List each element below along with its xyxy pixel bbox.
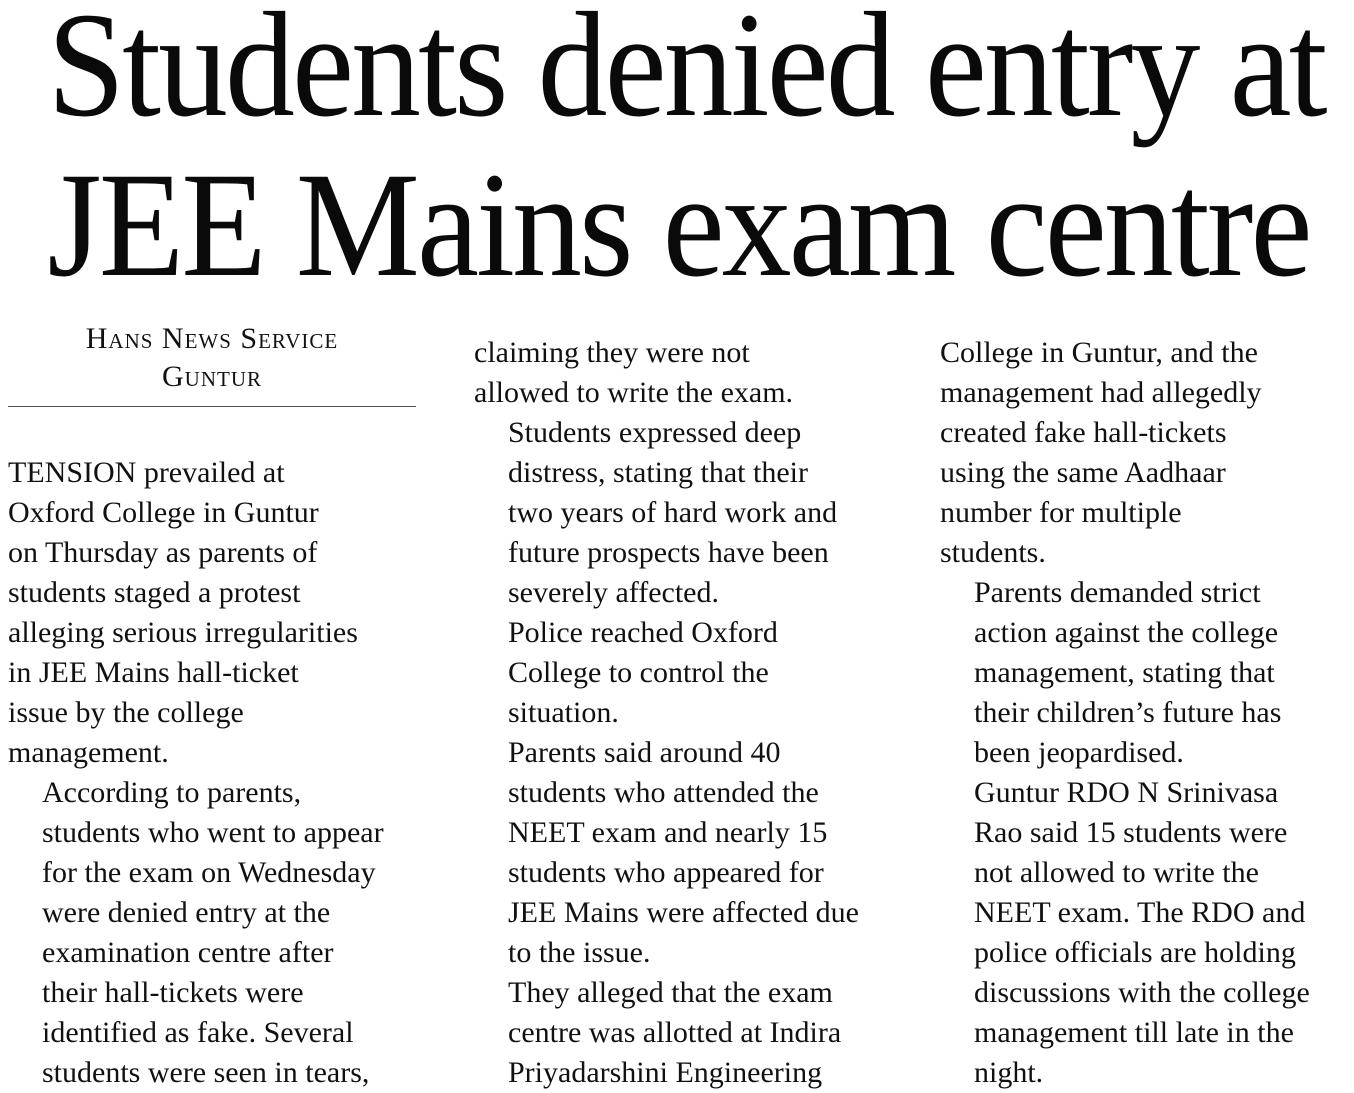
text-line: been jeopardised. (974, 736, 1184, 769)
text-line: students were seen in tears, (42, 1056, 370, 1089)
article-paragraph (940, 573, 1350, 773)
text-line: in JEE Mains hall-ticket (8, 656, 299, 689)
text-line: students who attended the (508, 776, 819, 809)
text-line: not allowed to write the (974, 856, 1259, 889)
text-line: College to control the (508, 656, 769, 689)
text-line: Parents said around 40 (508, 736, 781, 769)
text-line: Parents demanded strict (974, 576, 1261, 609)
article-paragraph (474, 613, 894, 733)
text-line: alleging serious irregularities (8, 616, 358, 649)
text-line: students who appeared for (508, 856, 824, 889)
text-line: future prospects have been (508, 536, 829, 569)
byline-place: Guntur (162, 360, 262, 393)
text-line: claiming they were not (474, 336, 750, 369)
text-line: on Thursday as parents of (8, 536, 318, 569)
byline-agency: Hans News Service (85, 322, 339, 355)
article-paragraph (940, 333, 1350, 573)
byline (8, 320, 416, 396)
text-line: discussions with the college (974, 976, 1310, 1009)
text-line: students who went to appear (42, 816, 384, 849)
headline-line-1: Students denied entry at (47, 0, 1325, 148)
text-line: They alleged that the exam (508, 976, 833, 1009)
text-line: students. (940, 536, 1046, 569)
article-column-3 (940, 333, 1350, 1093)
text-line: students staged a protest (8, 576, 301, 609)
article-paragraph (474, 733, 894, 973)
article-column-2 (474, 333, 894, 1093)
text-line: centre was allotted at Indira (508, 1016, 842, 1049)
text-line: their hall-tickets were (42, 976, 304, 1009)
text-line: Oxford College in Guntur (8, 496, 319, 529)
text-line: NEET exam. The RDO and (974, 896, 1306, 929)
text-line: distress, stating that their (508, 456, 808, 489)
text-line: allowed to write the exam. (474, 376, 794, 409)
text-line: night. (974, 1056, 1044, 1089)
text-line: for the exam on Wednesday (42, 856, 376, 889)
text-line: two years of hard work and (508, 496, 838, 529)
byline-divider (8, 406, 416, 407)
text-line: issue by the college (8, 696, 244, 729)
text-line: police officials are holding (974, 936, 1296, 969)
text-line: JEE Mains were affected due (508, 896, 859, 929)
headline-line-2: JEE Mains exam centre (47, 142, 1310, 308)
text-line: Priyadarshini Engineering (508, 1056, 823, 1089)
text-line: management. (8, 736, 169, 769)
article-paragraph (8, 453, 428, 773)
article-column-1 (8, 453, 428, 1093)
text-line: severely affected. (508, 576, 719, 609)
text-line: Guntur RDO N Srinivasa (974, 776, 1279, 809)
article-paragraph (474, 973, 894, 1093)
article-paragraph (940, 773, 1350, 1093)
article-paragraph (474, 333, 894, 413)
text-line: management had allegedly (940, 376, 1262, 409)
text-line: According to parents, (42, 776, 302, 809)
text-line: management till late in the (974, 1016, 1294, 1049)
text-line: management, stating that (974, 656, 1275, 689)
text-line: created fake hall-tickets (940, 416, 1227, 449)
text-line: were denied entry at the (42, 896, 331, 929)
text-line: Students expressed deep (508, 416, 802, 449)
text-line: identified as fake. Several (42, 1016, 354, 1049)
text-line: College in Guntur, and the (940, 336, 1258, 369)
text-line: to the issue. (508, 936, 651, 969)
text-line: number for multiple (940, 496, 1182, 529)
text-line: NEET exam and nearly 15 (508, 816, 828, 849)
text-line: situation. (508, 696, 619, 729)
article-paragraph (474, 413, 894, 613)
text-line: their children’s future has (974, 696, 1282, 729)
article-paragraph (8, 773, 428, 1093)
text-line: Police reached Oxford (508, 616, 778, 649)
text-line: action against the college (974, 616, 1279, 649)
text-line: TENSION prevailed at (8, 456, 285, 489)
text-line: Rao said 15 students were (974, 816, 1288, 849)
text-line: examination centre after (42, 936, 334, 969)
text-line: using the same Aadhaar (940, 456, 1226, 489)
